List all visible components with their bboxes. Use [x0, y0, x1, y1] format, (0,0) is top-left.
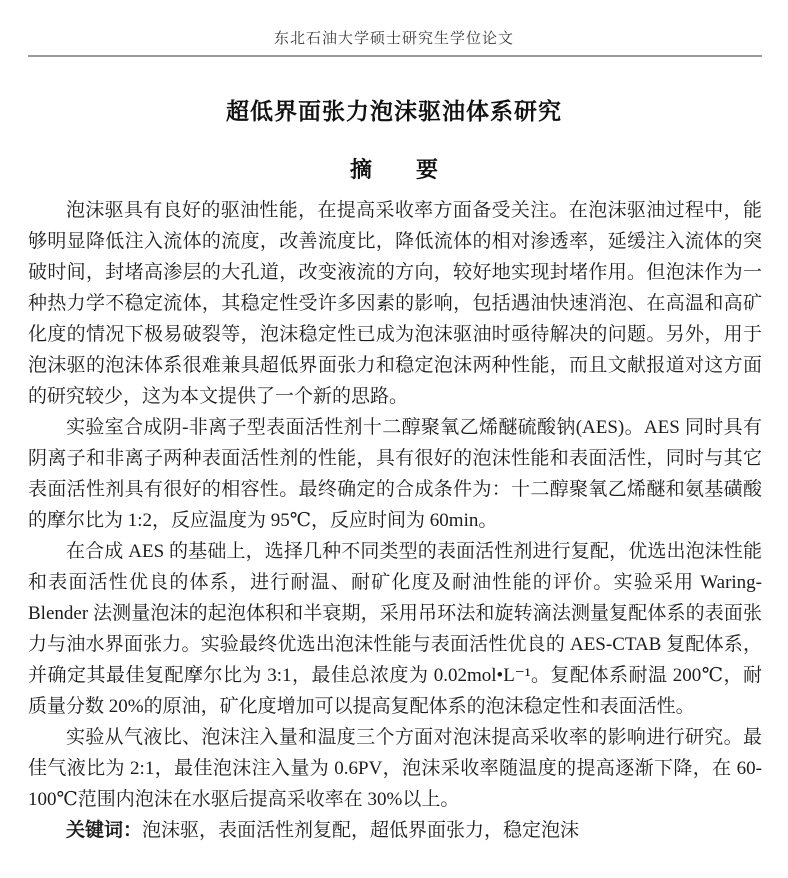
thesis-title: 超低界面张力泡沫驱油体系研究	[226, 98, 562, 124]
keywords-label: 关键词：	[66, 820, 143, 841]
keywords-text: 泡沫驱，表面活性剂复配，超低界面张力，稳定泡沫	[142, 820, 580, 841]
header-rule	[28, 55, 762, 57]
abstract-paragraph-1: 泡沫驱具有良好的驱油性能，在提高采收率方面备受关注。在泡沫驱油过程中，能够明显降低注入流体的流度，改善流度比，降低流体的相对渗透率，延缓注入流体的突破时间，封堵高渗层的大孔道，改变液流的方向，较好地实现封堵作用。但泡沫作为一种热力学不稳定流体，其稳定性受许多因素的影响，包括遇油快速消泡、在高温和高矿化度的情况下极易破裂等，泡沫稳定性已成为泡沫驱油时亟待解决的问题。另外，用于泡沫驱的泡沫体系很难兼具超低界面张力和稳定泡沫两种性能，而且文献报道对这方面的研究较少，这为本文提供了一个新的思路。	[28, 200, 762, 407]
running-header: 东北石油大学硕士研究生学位论文	[273, 31, 514, 47]
abstract-paragraph-2: 实验室合成阴-非离子型表面活性剂十二醇聚氧乙烯醚硫酸钠(AES)。AES 同时具有阴离子和非离子两种表面活性剂的性能，具有很好的泡沫性能和表面活性，同时与其它表面活性剂具有很好的相容性。最终确定的合成条件为：十二醇聚氧乙烯醚和氨基磺酸的摩尔比为 1:2，反应温度为 95℃，反应时间为 60min。	[28, 417, 762, 531]
abstract-paragraph-4: 实验从气液比、泡沫注入量和温度三个方面对泡沫提高采收率的影响进行研究。最佳气液比为 2:1，最佳泡沫注入量为 0.6PV，泡沫采收率随温度的提高逐渐下降，在 60-100℃范围内泡沫在水驱后提高采收率在 30%以上。	[28, 727, 762, 810]
abstract-paragraph-3: 在合成 AES 的基础上，选择几种不同类型的表面活性剂进行复配，优选出泡沫性能和表面活性优良的体系，进行耐温、耐矿化度及耐油性能的评价。实验采用 Waring-Blender 法测量泡沫的起泡体积和半衰期，采用吊环法和旋转滴法测量复配体系的表面张力与油水界面张力。实验最终优选出泡沫性能与表面活性优良的 AES-CTAB 复配体系，并确定其最佳复配摩尔比为 3:1，最佳总浓度为 0.02mol•L⁻¹。复配体系耐温 200℃，耐质量分数 20%的原油，矿化度增加可以提高复配体系的泡沫稳定性和表面活性。	[28, 541, 762, 717]
abstract-heading: 摘 要	[349, 157, 438, 182]
abstract-body	[28, 195, 762, 846]
keywords-line	[28, 815, 762, 846]
